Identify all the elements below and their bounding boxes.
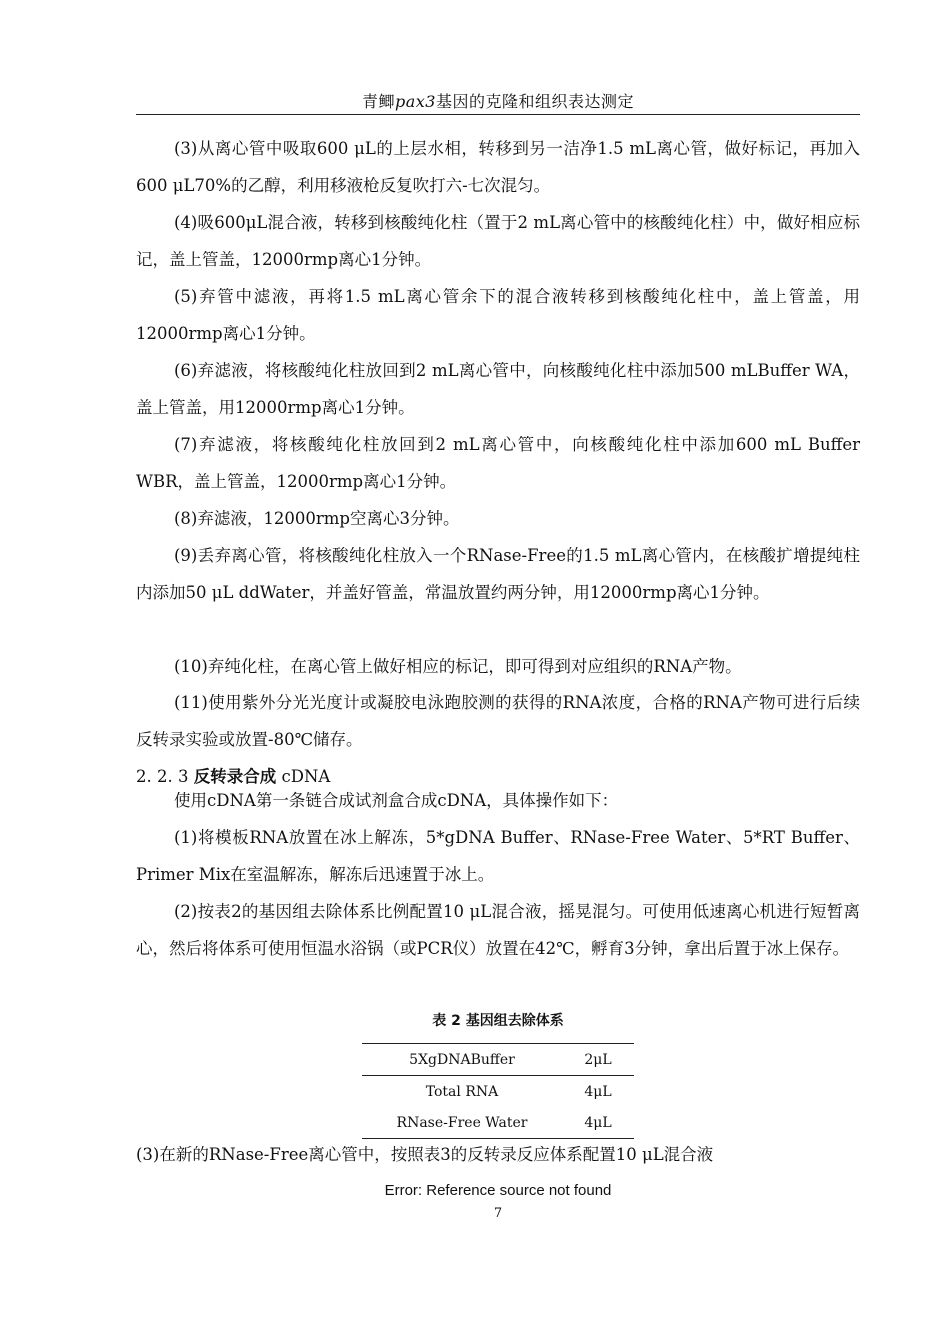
header-prefix: 青鲫 <box>361 92 395 111</box>
header-suffix: 基因的克隆和组织表达测定 <box>435 92 634 111</box>
table-cell-name: Total RNA <box>425 1083 499 1100</box>
paragraph-rt-step-2: (2)按表2的基因组去除体系比例配置10 μL混合液，摇晃混匀。可使用低速离心机进行短暂离心，然后将体系可使用恒温水浴锅（或PCR仪）放置在42℃，孵育3分钟，拿出后置于冰上保存。 <box>136 902 860 958</box>
paragraph-step-4: (4)吸600μL混合液，转移到核酸纯化柱（置于2 mL离心管中的核酸纯化柱）中，做好相应标记，盖上管盖，12000rmp离心1分钟。 <box>136 213 860 269</box>
paragraph-step-8: (8)弃滤液，12000rmp空离心3分钟。 <box>174 509 460 528</box>
reference-error-text: Error: Reference source not found <box>384 1182 612 1199</box>
page-number: 7 <box>493 1206 503 1221</box>
section-intro: 使用cDNA第一条链合成试剂盒合成cDNA，具体操作如下： <box>174 791 619 810</box>
running-header <box>136 91 860 113</box>
paragraph-rt-step-1: (1)将模板RNA放置在冰上解冻，5*gDNA Buffer、RNase-Free Water、5*RT Buffer、Primer Mix在室温解冻，解冻后迅速置于冰上。 <box>136 828 860 884</box>
paragraph-step-9: (9)丢弃离心管，将核酸纯化柱放入一个RNase-Free的1.5 mL离心管内，在核酸扩增提纯柱内添加50 μL ddWater，并盖好管盖，常温放置约两分钟，用12000rmp离心1分钟。 <box>136 546 860 602</box>
paragraph-step-6: (6)弃滤液，将核酸纯化柱放回到2 mL离心管中，向核酸纯化柱中添加500 mLBuffer WA，盖上管盖，用12000rmp离心1分钟。 <box>136 361 860 417</box>
table-caption: 表 2 基因组去除体系 <box>432 1013 564 1029</box>
paragraph-step-11: (11)使用紫外分光光度计或凝胶电泳跑胶测的获得的RNA浓度，合格的RNA产物可进行后续反转录实验或放置-80℃储存。 <box>136 693 860 749</box>
table-cell-volume: 2μL <box>562 1044 634 1076</box>
table-row <box>362 1107 634 1139</box>
section-heading <box>136 765 860 789</box>
section-number: 2. 2. 3 <box>136 767 189 786</box>
table-cell-name: 5XgDNABuffer <box>362 1044 562 1076</box>
table-cell-volume: 4μL <box>584 1083 612 1100</box>
table-cell-volume: 4μL <box>562 1107 634 1139</box>
table-cell-name: RNase-Free Water <box>362 1107 562 1139</box>
paragraph-step-3: (3)从离心管中吸取600 μL的上层水相，转移到另一洁净1.5 mL离心管，做好标记，再加入600 μL70%的乙醇，利用移液枪反复吹打六-七次混匀。 <box>136 139 860 195</box>
paragraph-step-10: (10)弃纯化柱，在离心管上做好相应的标记，即可得到对应组织的RNA产物。 <box>174 657 742 676</box>
table-row <box>362 1044 634 1076</box>
paragraph-step-7: (7)弃滤液，将核酸纯化柱放回到2 mL离心管中，向核酸纯化柱中添加600 mL Buffer WBR，盖上管盖，12000rmp离心1分钟。 <box>136 435 860 491</box>
paragraph-step-5: (5)弃管中滤液，再将1.5 mL离心管余下的混合液转移到核酸纯化柱中，盖上管盖，用12000rmp离心1分钟。 <box>136 287 860 343</box>
header-rule <box>136 114 860 115</box>
section-title-tail: cDNA <box>281 767 331 786</box>
header-gene: pax3 <box>395 92 436 111</box>
genomic-removal-table <box>362 1043 634 1139</box>
section-title: 反转录合成 <box>193 767 277 786</box>
paragraph-rt-step-3: (3)在新的RNase-Free离心管中，按照表3的反转录反应体系配置10 μL混合液 <box>136 1145 714 1164</box>
table-row <box>362 1076 634 1108</box>
